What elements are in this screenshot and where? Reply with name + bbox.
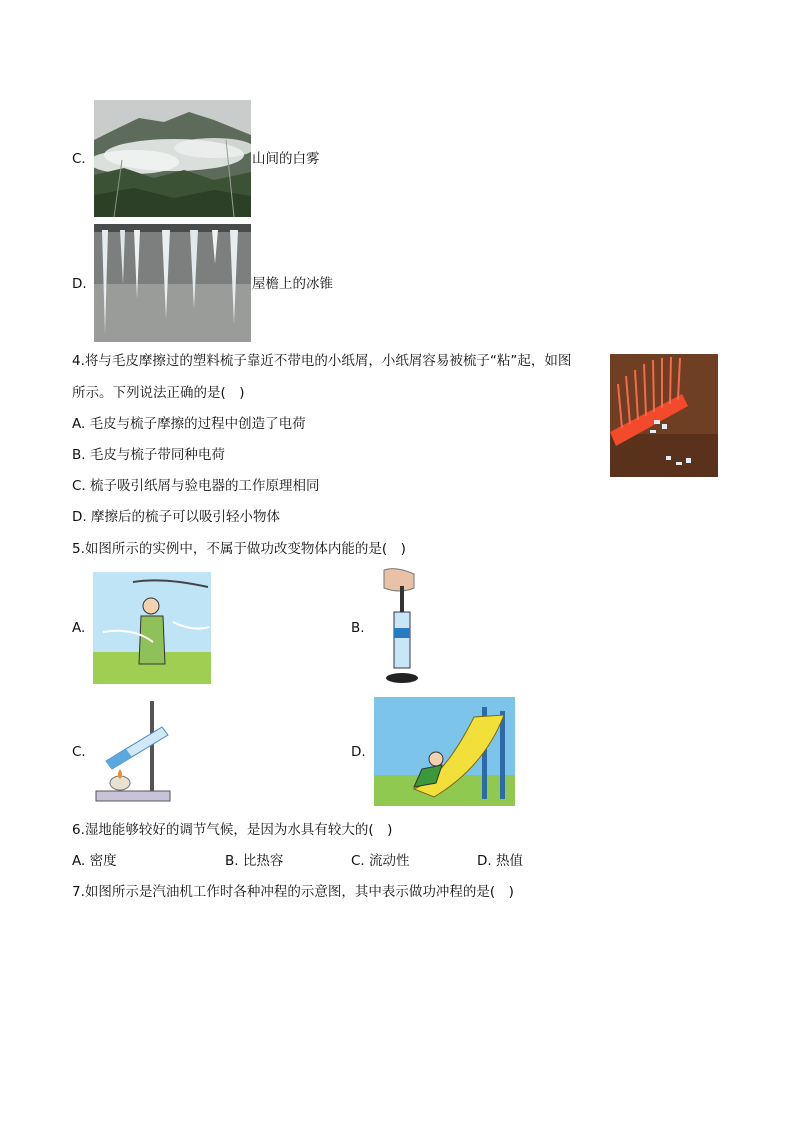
q6-stem: 6.湿地能够较好的调节气候，是因为水具有较大的( ) — [72, 822, 393, 838]
icicles-photo — [94, 224, 251, 342]
q5-label-d: D. — [351, 744, 366, 760]
q3-option-d-caption: 屋檐上的冰锥 — [252, 276, 333, 292]
q5-label-a: A. — [72, 620, 86, 636]
q5-stem: 5.如图所示的实例中，不属于做功改变物体内能的是( ) — [72, 541, 406, 557]
q3-option-c-caption: 山间的白雾 — [252, 151, 320, 167]
test-tube-heating-illustration — [92, 699, 174, 805]
q4-stem-line1: 4.将与毛皮摩擦过的塑料梳子靠近不带电的小纸屑，小纸屑容易被梳子“粘”起，如图 — [72, 353, 572, 369]
q4-option-a: A. 毛皮与梳子摩擦的过程中创造了电荷 — [72, 416, 306, 432]
q3-option-c-label: C. — [72, 151, 86, 167]
slide-illustration — [374, 697, 515, 806]
q4-option-b: B. 毛皮与梳子带同种电荷 — [72, 447, 225, 463]
comb-paper-photo — [610, 354, 718, 477]
mountain-fog-photo — [94, 100, 251, 217]
q5-label-b: B. — [351, 620, 365, 636]
q6-option-d: D. 热值 — [477, 853, 523, 869]
air-pump-illustration — [370, 566, 422, 688]
q3-option-d-label: D. — [72, 276, 87, 292]
q6-option-c: C. 流动性 — [351, 853, 410, 869]
q6-option-b: B. 比热容 — [225, 853, 284, 869]
q7-stem: 7.如图所示是汽油机工作时各种冲程的示意图，其中表示做功冲程的是( ) — [72, 884, 514, 900]
q5-label-c: C. — [72, 744, 86, 760]
q4-stem-line2: 所示。下列说法正确的是( ) — [72, 385, 245, 401]
q4-option-c: C. 梳子吸引纸屑与验电器的工作原理相同 — [72, 478, 320, 494]
q6-option-a: A. 密度 — [72, 853, 117, 869]
windy-cold-person-illustration — [93, 572, 211, 684]
q4-option-d: D. 摩擦后的梳子可以吸引轻小物体 — [72, 509, 280, 525]
